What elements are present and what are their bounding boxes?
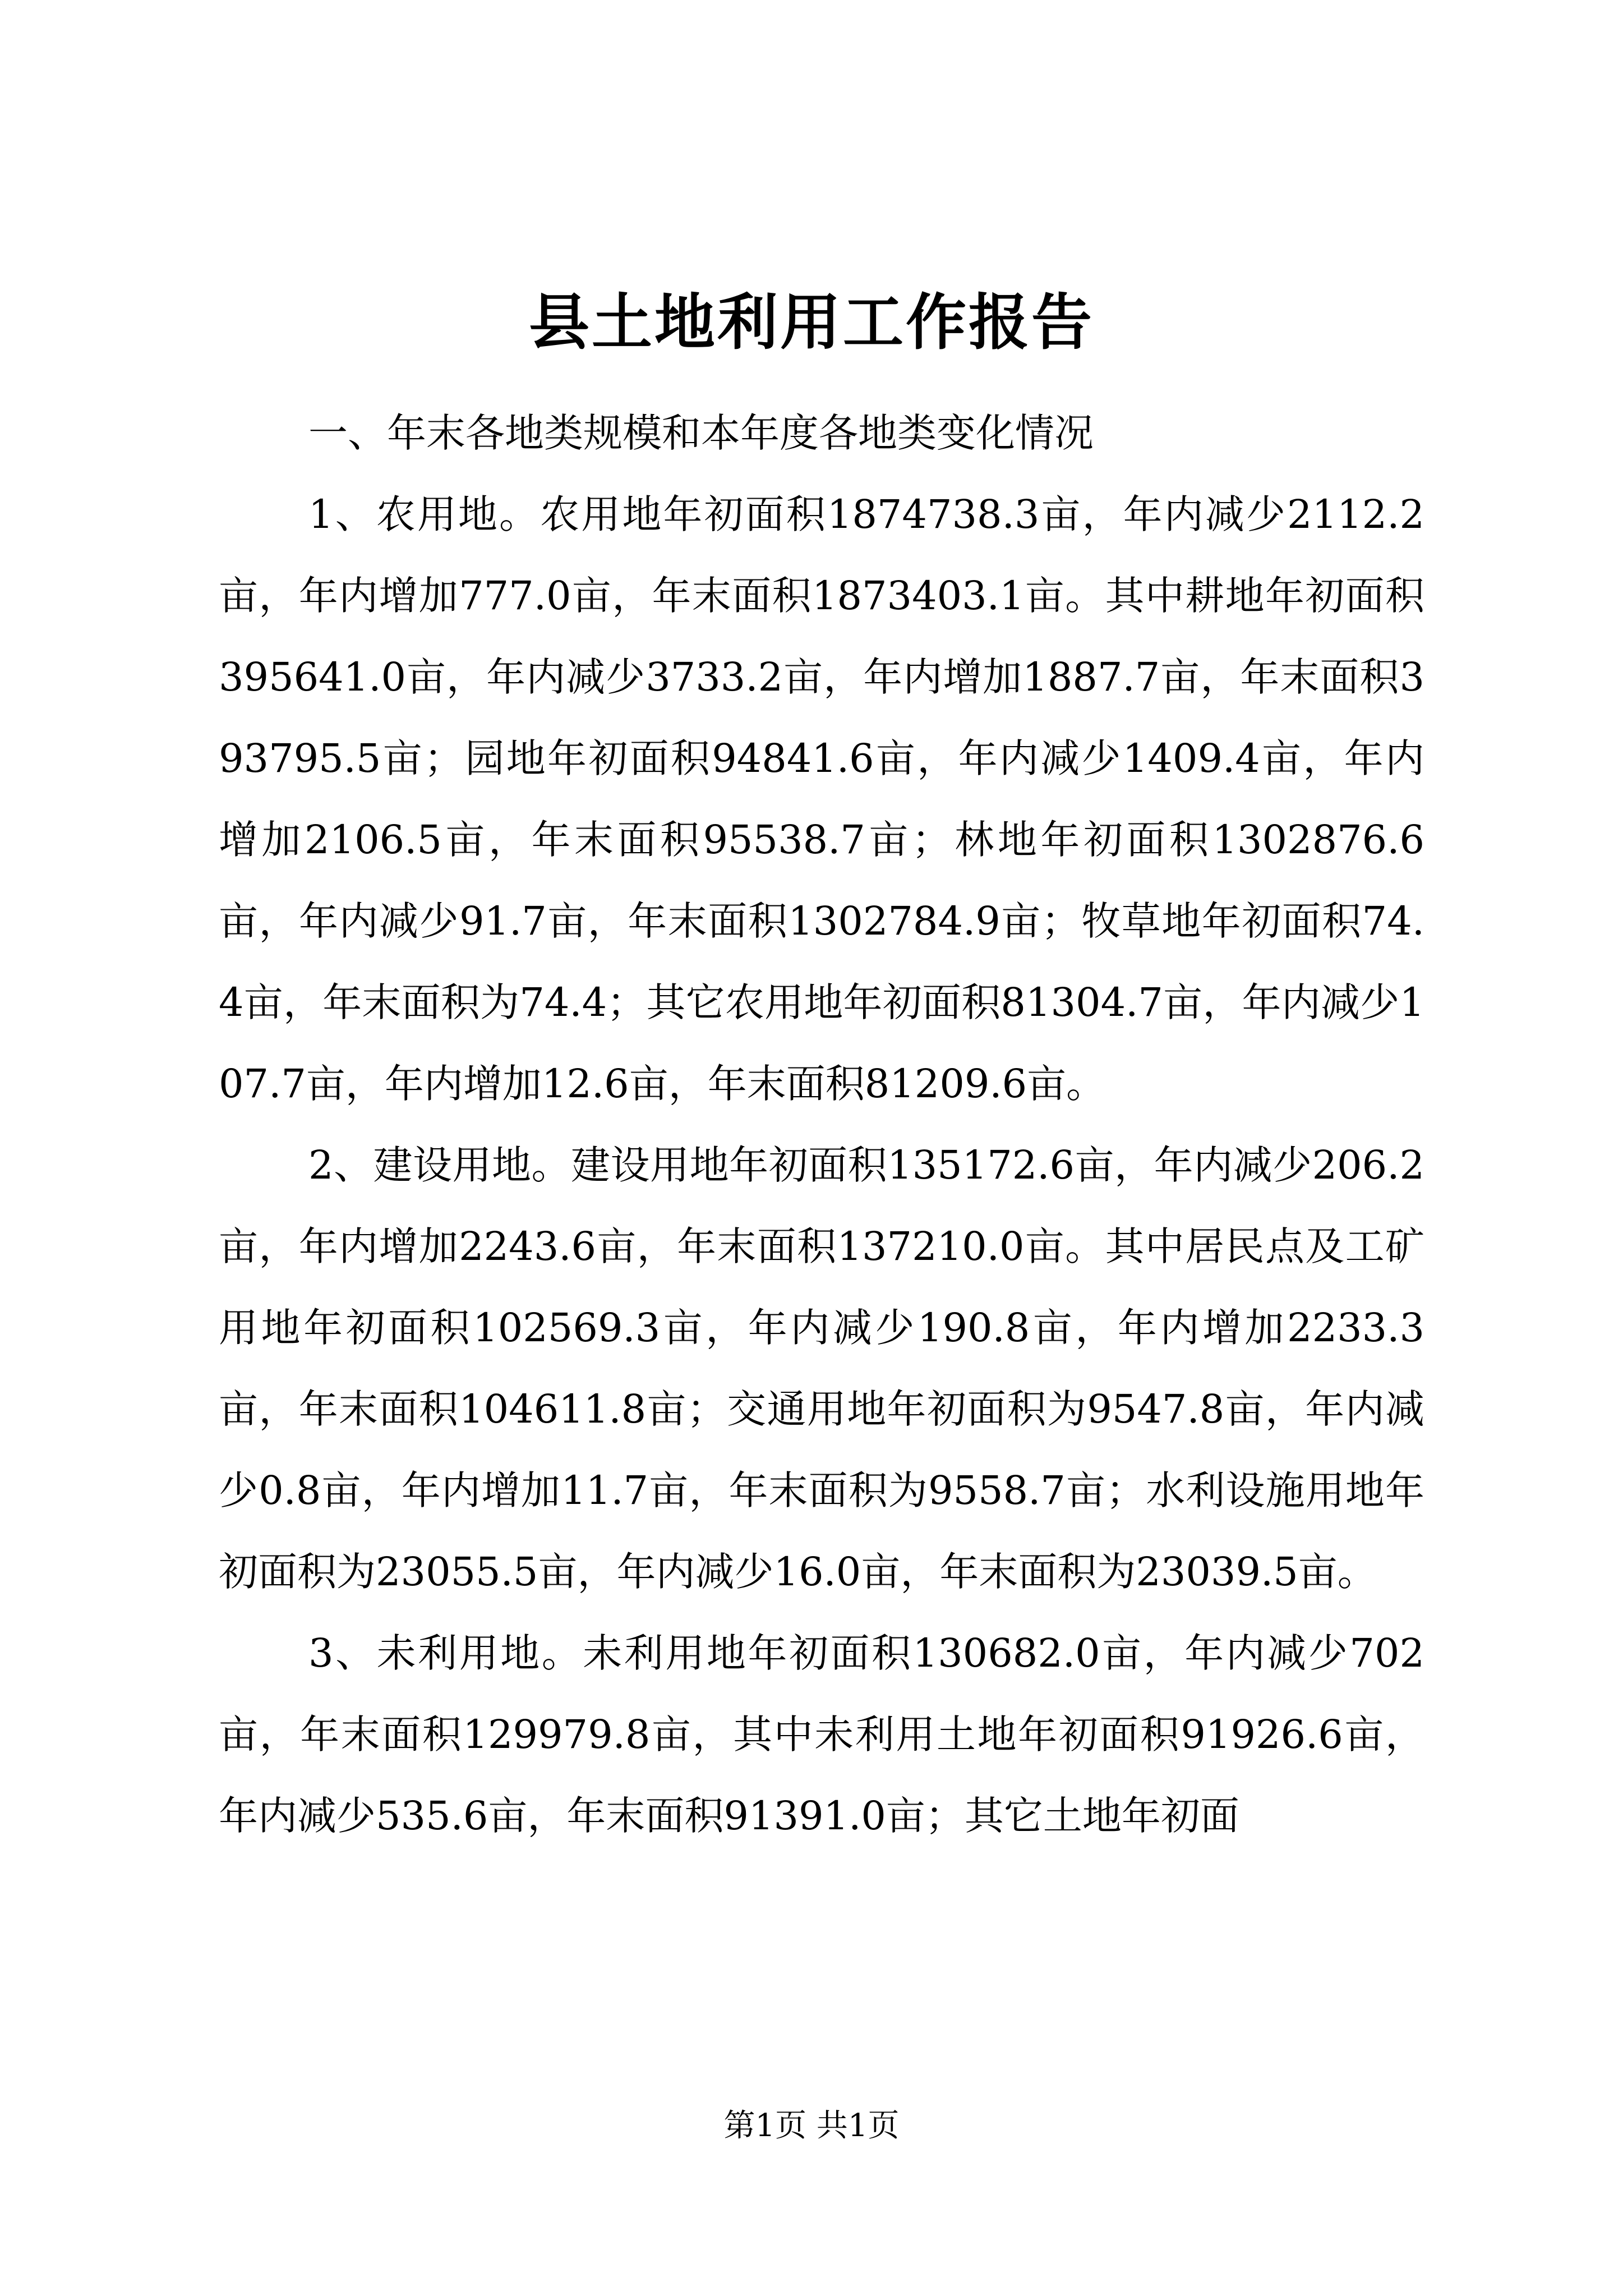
page-footer: 第1页 共1页 — [723, 2108, 900, 2144]
document-title: 县土地利用工作报告 — [528, 287, 1094, 358]
paragraph-agricultural-land: 1、农用地。农用地年初面积1874738.3亩，年内减少2112.2亩，年内增加777.0亩，年末面积1873403.1亩。其中耕地年初面积395641.0亩，年内减少3733.2亩，年内增加1887.7亩，年末面积393795.5亩；园地年初面积94841.6亩，年内减少1409.4亩，年内增加2106.5亩，年末面积95538.7亩；林地年初面积1302876.6亩，年内减少91.7亩，年末面积1302784.9亩；牧草地年初面积74.4亩，年末面积为74.4；其它农用地年初面积81304.7亩，年内减少107.7亩，年内增加12.6亩，年末面积81209.6亩。 — [219, 491, 1424, 1107]
document-body — [219, 393, 1424, 1857]
paragraph-construction-land: 2、建设用地。建设用地年初面积135172.6亩，年内减少206.2亩，年内增加2243.6亩，年末面积137210.0亩。其中居民点及工矿用地年初面积102569.3亩，年内减少190.8亩，年内增加2233.3亩，年末面积104611.8亩；交通用地年初面积为9547.8亩，年内减少0.8亩，年内增加11.7亩，年末面积为9558.7亩；水利设施用地年初面积为23055.5亩，年内减少16.0亩，年末面积为23039.5亩。 — [219, 1142, 1424, 1595]
section-heading: 一、年末各地类规模和本年度各地类变化情况 — [308, 410, 1094, 456]
paragraph-unused-land: 3、未利用地。未利用地年初面积130682.0亩，年内减少702亩，年末面积129979.8亩，其中未利用土地年初面积91926.6亩，年内减少535.6亩，年末面积91391.0亩；其它土地年初面 — [219, 1630, 1424, 1839]
